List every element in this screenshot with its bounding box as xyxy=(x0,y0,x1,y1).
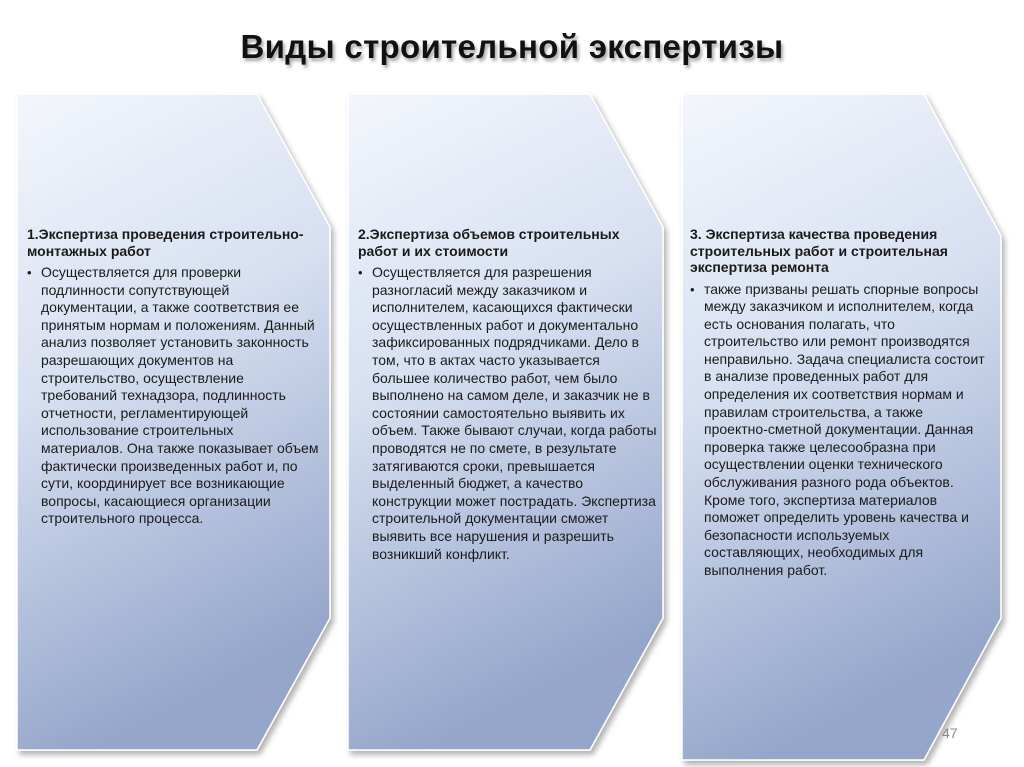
bullet-icon: • xyxy=(358,265,363,280)
column-3-text: также призваны решать спорные вопросы между заказчиком и исполнителем, когда есть основания полагать, что строительство или ремонт производятся неправильно. Задача специалиста состоит в анализе проведенных работ для определения их соответствия нормам и правилам строительства, а также проектно-сметной документации. Данная проверка также целесообразна при осуществлении оценки технического обслуживания разного рода объектов. Кроме того, экспертиза материалов поможет определить уровень качества и безопасности используемых составляющих, необходимых для выполнения работ. xyxy=(704,280,985,578)
column-2-text: Осуществляется для разрешения разногласий между заказчиком и исполнителем, касающихся фактически осуществленных работ и документально зафиксированных подрядчиками. Дело в том, что в актах часто указывается большее количество работ, чем было выполнено на самом деле, и заказчик не в состоянии самостоятельно выявить их объем. Также бывают случаи, когда работы проводятся не по смете, в результате затягиваются сроки, превышается выделенный бюджет, а качество конструкции может пострадать. Экспертиза строительной документации сможет выявить все нарушения и разрешить возникший конфликт. xyxy=(372,264,657,562)
column-3 xyxy=(690,226,990,580)
bullet-icon: • xyxy=(690,281,695,297)
slide-title: Виды строительной экспертизы xyxy=(240,28,784,65)
column-3-item xyxy=(690,281,990,580)
column-2-item xyxy=(358,264,658,563)
column-3-heading: 3. Экспертиза качества проведения строительных работ и строительная экспертиза ремонта xyxy=(690,226,948,275)
column-2 xyxy=(358,226,658,563)
column-1-heading: 1.Экспертиза проведения строительно-монтажных работ xyxy=(27,226,304,259)
bullet-icon: • xyxy=(27,265,32,280)
column-1 xyxy=(27,226,319,528)
slide-number: 47 xyxy=(942,725,958,741)
column-1-item xyxy=(27,264,319,528)
column-2-heading: 2.Экспертиза объемов строительных работ и их стоимости xyxy=(358,226,620,259)
column-1-text: Осуществляется для проверки подлинности сопутствующей документации, а также соответствия ее принятым нормам и положениям. Данный анализ позволяет установить законность разрешающих документов на строительство, осуществление требований технадзора, подлинность отчетности, регламентирующей использование строительных материалов. Она также показывает объем фактически произведенных работ и, по сути, координирует все возникающие вопросы, касающиеся организации строительного процесса. xyxy=(41,264,319,527)
